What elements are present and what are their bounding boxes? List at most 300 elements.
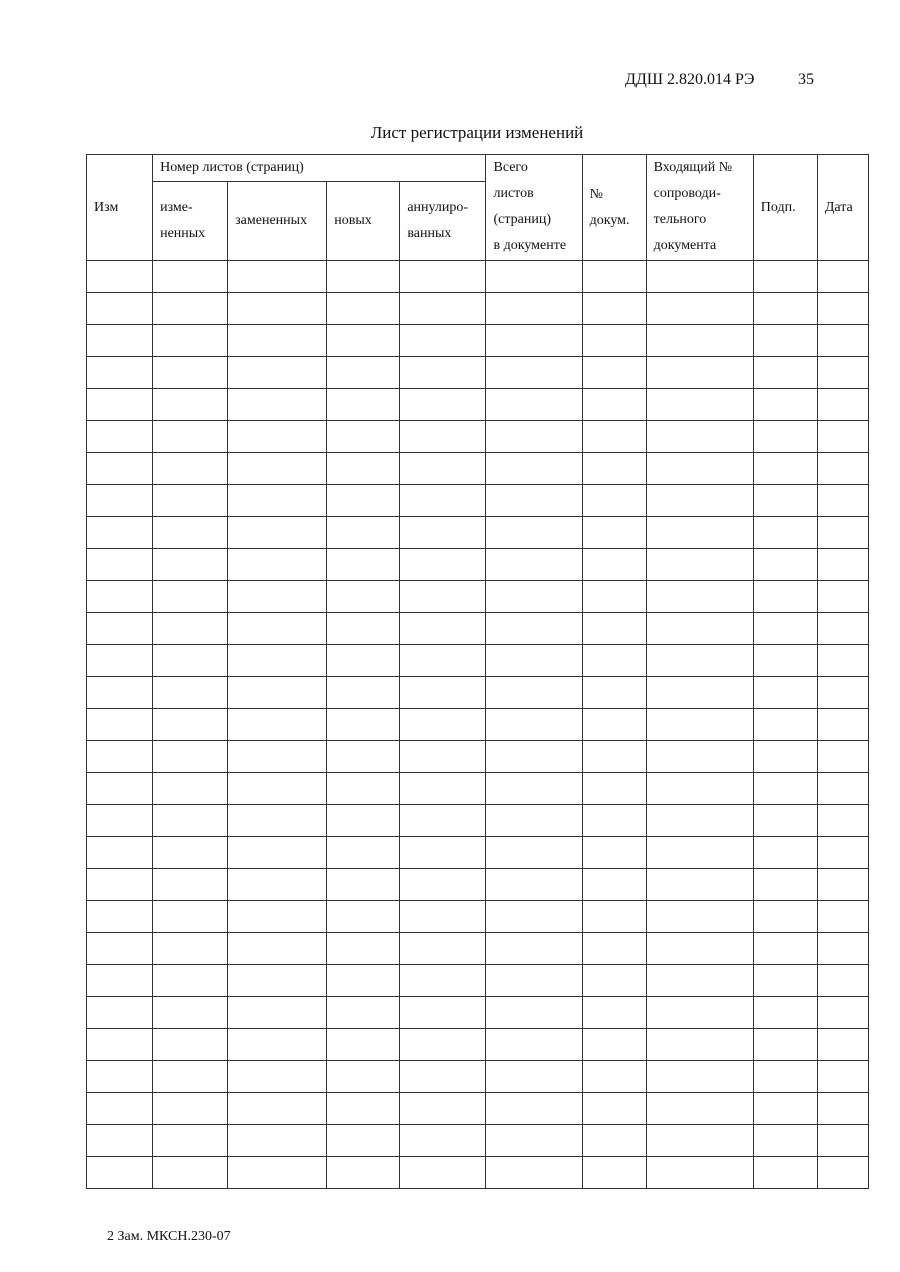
table-cell	[646, 325, 753, 357]
table-cell	[87, 1093, 153, 1125]
table-cell	[87, 293, 153, 325]
table-cell	[646, 421, 753, 453]
table-row	[87, 549, 869, 581]
header-replaced: замененных	[228, 182, 327, 261]
table-cell	[228, 453, 327, 485]
table-cell	[400, 1093, 486, 1125]
table-cell	[400, 357, 486, 389]
table-cell	[228, 645, 327, 677]
table-row	[87, 581, 869, 613]
table-cell	[327, 421, 400, 453]
table-cell	[582, 517, 646, 549]
table-row	[87, 293, 869, 325]
table-cell	[153, 485, 228, 517]
table-cell	[646, 901, 753, 933]
table-cell	[486, 549, 582, 581]
table-cell	[817, 997, 868, 1029]
table-cell	[817, 261, 868, 293]
table-cell	[153, 901, 228, 933]
table-cell	[753, 325, 817, 357]
table-cell	[582, 485, 646, 517]
table-row	[87, 965, 869, 997]
table-cell	[582, 421, 646, 453]
table-cell	[817, 421, 868, 453]
table-cell	[87, 357, 153, 389]
table-cell	[153, 709, 228, 741]
table-row	[87, 805, 869, 837]
table-cell	[582, 549, 646, 581]
table-cell	[327, 677, 400, 709]
table-cell	[646, 1093, 753, 1125]
table-cell	[486, 1061, 582, 1093]
table-cell	[228, 293, 327, 325]
header-new: новых	[327, 182, 400, 261]
table-body	[87, 261, 869, 1189]
table-cell	[753, 677, 817, 709]
table-cell	[582, 1093, 646, 1125]
table-cell	[817, 293, 868, 325]
table-cell	[400, 1157, 486, 1189]
table-cell	[646, 485, 753, 517]
table-cell	[486, 261, 582, 293]
table-cell	[228, 901, 327, 933]
table-cell	[327, 773, 400, 805]
table-cell	[400, 549, 486, 581]
table-cell	[582, 933, 646, 965]
table-cell	[753, 805, 817, 837]
table-cell	[753, 1125, 817, 1157]
table-cell	[327, 549, 400, 581]
table-cell	[486, 837, 582, 869]
table-cell	[486, 389, 582, 421]
table-cell	[87, 965, 153, 997]
table-cell	[753, 1061, 817, 1093]
table-cell	[87, 709, 153, 741]
table-cell	[753, 709, 817, 741]
header-incoming-doc: Входящий № сопроводи- тельного документа	[646, 155, 753, 261]
table-row	[87, 325, 869, 357]
table-cell	[753, 1093, 817, 1125]
table-cell	[87, 325, 153, 357]
header-izm: Изм	[87, 155, 153, 261]
table-row	[87, 485, 869, 517]
table-cell	[817, 933, 868, 965]
table-cell	[228, 773, 327, 805]
table-cell	[582, 1125, 646, 1157]
table-cell	[486, 741, 582, 773]
table-cell	[327, 613, 400, 645]
table-cell	[327, 837, 400, 869]
table-cell	[400, 453, 486, 485]
table-cell	[228, 1029, 327, 1061]
table-cell	[646, 453, 753, 485]
header-changed: изме- ненных	[153, 182, 228, 261]
table-cell	[646, 837, 753, 869]
header-sheet-numbers: Номер листов (страниц)	[153, 155, 486, 182]
table-cell	[582, 773, 646, 805]
table-row	[87, 901, 869, 933]
table-cell	[327, 1125, 400, 1157]
table-row	[87, 645, 869, 677]
table-row	[87, 1061, 869, 1093]
table-row	[87, 261, 869, 293]
table-cell	[87, 549, 153, 581]
table-row	[87, 1029, 869, 1061]
table-cell	[582, 581, 646, 613]
table-cell	[87, 517, 153, 549]
table-cell	[400, 1125, 486, 1157]
table-cell	[582, 453, 646, 485]
table-cell	[153, 1093, 228, 1125]
table-cell	[228, 677, 327, 709]
table-cell	[400, 485, 486, 517]
table-cell	[327, 1157, 400, 1189]
table-cell	[817, 389, 868, 421]
table-cell	[646, 805, 753, 837]
table-cell	[753, 869, 817, 901]
table-cell	[582, 357, 646, 389]
table-cell	[753, 485, 817, 517]
table-cell	[327, 453, 400, 485]
table-cell	[582, 805, 646, 837]
table-cell	[646, 293, 753, 325]
table-cell	[228, 805, 327, 837]
table-cell	[87, 613, 153, 645]
table-cell	[87, 421, 153, 453]
table-row	[87, 741, 869, 773]
table-cell	[582, 869, 646, 901]
table-cell	[153, 453, 228, 485]
table-cell	[817, 581, 868, 613]
table-cell	[400, 645, 486, 677]
table-cell	[486, 293, 582, 325]
table-cell	[817, 709, 868, 741]
table-cell	[646, 1061, 753, 1093]
table-cell	[486, 709, 582, 741]
table-cell	[327, 325, 400, 357]
table-row	[87, 709, 869, 741]
table-cell	[400, 389, 486, 421]
table-cell	[753, 581, 817, 613]
table-cell	[582, 645, 646, 677]
table-cell	[228, 389, 327, 421]
table-cell	[327, 261, 400, 293]
table-row	[87, 1125, 869, 1157]
table-cell	[486, 645, 582, 677]
table-cell	[646, 677, 753, 709]
table-cell	[486, 357, 582, 389]
table-cell	[753, 901, 817, 933]
table-cell	[753, 357, 817, 389]
table-cell	[327, 1061, 400, 1093]
table-cell	[753, 837, 817, 869]
table-cell	[228, 261, 327, 293]
table-cell	[486, 997, 582, 1029]
table-row	[87, 613, 869, 645]
table-cell	[486, 805, 582, 837]
table-cell	[753, 645, 817, 677]
table-cell	[646, 869, 753, 901]
table-cell	[646, 773, 753, 805]
table-cell	[153, 1125, 228, 1157]
table-cell	[486, 1029, 582, 1061]
table-row	[87, 1157, 869, 1189]
table-cell	[400, 421, 486, 453]
table-cell	[817, 805, 868, 837]
table-cell	[486, 901, 582, 933]
table-cell	[817, 1093, 868, 1125]
table-cell	[87, 389, 153, 421]
table-cell	[753, 1029, 817, 1061]
table-cell	[400, 677, 486, 709]
table-cell	[817, 837, 868, 869]
table-cell	[753, 997, 817, 1029]
table-cell	[153, 325, 228, 357]
table-cell	[817, 325, 868, 357]
table-cell	[327, 965, 400, 997]
table-row	[87, 421, 869, 453]
table-cell	[753, 293, 817, 325]
table-cell	[646, 1157, 753, 1189]
table-cell	[486, 421, 582, 453]
table-cell	[87, 677, 153, 709]
table-cell	[87, 773, 153, 805]
table-cell	[228, 741, 327, 773]
table-cell	[87, 1125, 153, 1157]
table-row	[87, 1093, 869, 1125]
table-cell	[153, 1029, 228, 1061]
table-cell	[817, 741, 868, 773]
table-cell	[817, 1157, 868, 1189]
table-cell	[582, 261, 646, 293]
table-cell	[87, 645, 153, 677]
table-cell	[817, 1125, 868, 1157]
table-cell	[817, 517, 868, 549]
table-cell	[400, 933, 486, 965]
table-cell	[228, 613, 327, 645]
table-cell	[400, 997, 486, 1029]
table-cell	[228, 1157, 327, 1189]
table-cell	[153, 581, 228, 613]
table-cell	[228, 933, 327, 965]
table-cell	[582, 997, 646, 1029]
table-cell	[817, 773, 868, 805]
table-cell	[753, 773, 817, 805]
table-cell	[400, 581, 486, 613]
table-cell	[486, 933, 582, 965]
table-cell	[327, 869, 400, 901]
table-cell	[753, 1157, 817, 1189]
table-row	[87, 869, 869, 901]
table-cell	[817, 549, 868, 581]
table-cell	[153, 613, 228, 645]
table-cell	[228, 965, 327, 997]
table-cell	[486, 1093, 582, 1125]
table-cell	[327, 741, 400, 773]
table-cell	[327, 517, 400, 549]
table-cell	[153, 389, 228, 421]
table-row	[87, 389, 869, 421]
table-cell	[486, 453, 582, 485]
table-row	[87, 837, 869, 869]
sheet-title: Лист регистрации изменений	[370, 123, 584, 142]
header-signature: Подп.	[753, 155, 817, 261]
table-cell	[153, 869, 228, 901]
table-cell	[400, 325, 486, 357]
table-cell	[817, 1029, 868, 1061]
table-cell	[327, 805, 400, 837]
table-cell	[817, 1061, 868, 1093]
table-cell	[87, 869, 153, 901]
table-cell	[486, 485, 582, 517]
header-doc-number: № докум.	[582, 155, 646, 261]
table-cell	[153, 261, 228, 293]
table-cell	[486, 773, 582, 805]
table-cell	[646, 517, 753, 549]
table-cell	[153, 997, 228, 1029]
table-cell	[153, 645, 228, 677]
table-cell	[486, 517, 582, 549]
table-row	[87, 773, 869, 805]
table-cell	[753, 933, 817, 965]
table-cell	[153, 741, 228, 773]
table-cell	[327, 1093, 400, 1125]
table-cell	[228, 869, 327, 901]
table-cell	[582, 965, 646, 997]
change-registration-table	[86, 154, 869, 1189]
table-cell	[228, 997, 327, 1029]
table-cell	[753, 261, 817, 293]
table-cell	[228, 421, 327, 453]
table-cell	[87, 805, 153, 837]
table-row	[87, 517, 869, 549]
table-cell	[753, 613, 817, 645]
table-cell	[228, 357, 327, 389]
table-cell	[327, 933, 400, 965]
table-cell	[327, 709, 400, 741]
table-cell	[646, 1029, 753, 1061]
table-cell	[87, 997, 153, 1029]
table-row	[87, 453, 869, 485]
table-cell	[646, 709, 753, 741]
table-cell	[228, 485, 327, 517]
table-cell	[87, 485, 153, 517]
table-cell	[153, 965, 228, 997]
table-cell	[87, 581, 153, 613]
table-cell	[582, 709, 646, 741]
table-cell	[327, 293, 400, 325]
table-cell	[646, 581, 753, 613]
table-cell	[228, 1125, 327, 1157]
table-cell	[153, 1157, 228, 1189]
table-cell	[582, 837, 646, 869]
header-annulled: аннулиро- ванных	[400, 182, 486, 261]
table-row	[87, 997, 869, 1029]
table-cell	[646, 965, 753, 997]
table-cell	[87, 1061, 153, 1093]
table-cell	[153, 773, 228, 805]
table-cell	[87, 837, 153, 869]
table-cell	[153, 677, 228, 709]
table-cell	[400, 1029, 486, 1061]
table-cell	[582, 741, 646, 773]
table-cell	[327, 645, 400, 677]
table-cell	[646, 261, 753, 293]
table-cell	[817, 453, 868, 485]
table-cell	[646, 613, 753, 645]
table-cell	[817, 613, 868, 645]
table-cell	[817, 965, 868, 997]
table-cell	[646, 741, 753, 773]
table-cell	[400, 613, 486, 645]
table-cell	[228, 1061, 327, 1093]
table-cell	[400, 1061, 486, 1093]
table-cell	[327, 1029, 400, 1061]
table-cell	[646, 549, 753, 581]
table-cell	[817, 485, 868, 517]
table-cell	[582, 389, 646, 421]
table-cell	[646, 997, 753, 1029]
table-cell	[327, 357, 400, 389]
table-cell	[327, 485, 400, 517]
table-cell	[582, 901, 646, 933]
table-cell	[153, 357, 228, 389]
table-cell	[817, 677, 868, 709]
table-cell	[400, 709, 486, 741]
table-cell	[582, 1029, 646, 1061]
table-cell	[153, 933, 228, 965]
table-cell	[753, 965, 817, 997]
table-cell	[753, 549, 817, 581]
table-cell	[87, 453, 153, 485]
table-cell	[646, 357, 753, 389]
table-cell	[582, 1061, 646, 1093]
table-cell	[228, 709, 327, 741]
table-row	[87, 357, 869, 389]
table-cell	[486, 869, 582, 901]
table-cell	[400, 741, 486, 773]
table-cell	[153, 1061, 228, 1093]
table-cell	[400, 773, 486, 805]
table-cell	[153, 421, 228, 453]
table-cell	[817, 645, 868, 677]
header-total-sheets: Всего листов (страниц) в документе	[486, 155, 582, 261]
table-cell	[646, 389, 753, 421]
table-cell	[753, 453, 817, 485]
table-cell	[646, 645, 753, 677]
page-number: 35	[798, 71, 814, 88]
table-cell	[582, 293, 646, 325]
table-cell	[753, 517, 817, 549]
table-cell	[582, 613, 646, 645]
table-cell	[486, 1125, 582, 1157]
table-cell	[400, 805, 486, 837]
table-cell	[327, 997, 400, 1029]
table-cell	[87, 1029, 153, 1061]
table-cell	[400, 869, 486, 901]
table-cell	[228, 549, 327, 581]
table-cell	[228, 325, 327, 357]
table-cell	[817, 357, 868, 389]
table-cell	[327, 581, 400, 613]
table-cell	[87, 741, 153, 773]
table-cell	[582, 325, 646, 357]
table-cell	[87, 933, 153, 965]
table-cell	[753, 389, 817, 421]
table-cell	[228, 1093, 327, 1125]
table-cell	[327, 901, 400, 933]
header-date: Дата	[817, 155, 868, 261]
